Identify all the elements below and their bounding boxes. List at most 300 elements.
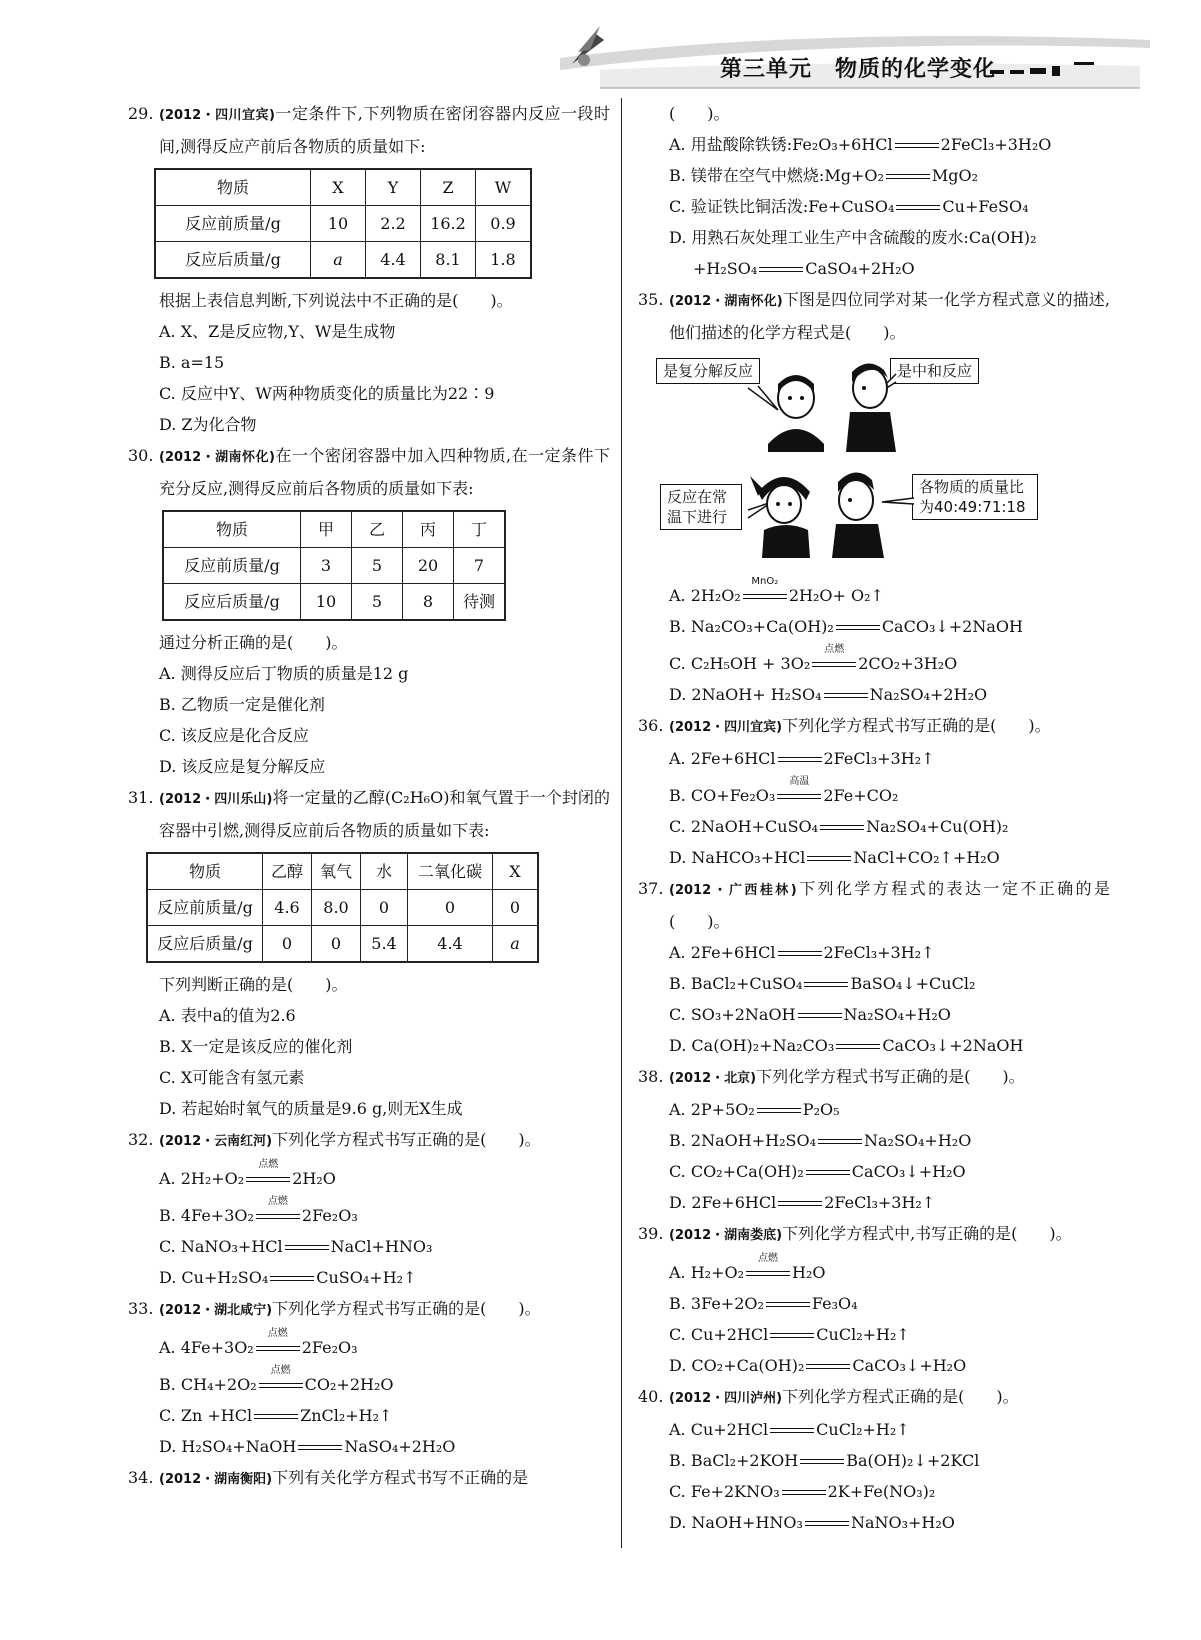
- equation-right: 2FeCl₃+3H₂O: [940, 135, 1052, 154]
- question-source: (2012・四川宜宾): [669, 720, 783, 735]
- reaction-condition: 点燃: [824, 643, 845, 655]
- speech-bubble: 是复分解反应: [656, 358, 760, 384]
- option-b: [638, 1125, 1110, 1156]
- equation-left: C. Fe+2KNO₃: [669, 1482, 780, 1501]
- question-source: (2012・北京): [669, 1071, 757, 1086]
- equation-left: D. 2Fe+6HCl: [669, 1193, 777, 1212]
- question-stem: [128, 440, 610, 504]
- option-d: [128, 1262, 610, 1293]
- question-source: (2012・湖南衡阳): [159, 1472, 273, 1487]
- equation-left: D. CO₂+Ca(OH)₂: [669, 1356, 805, 1375]
- question-stem: [638, 284, 1110, 348]
- equals-sign: [778, 1197, 822, 1211]
- equals-sign: [778, 947, 822, 961]
- equation-left: A. 2H₂+O₂: [159, 1169, 245, 1188]
- question-34-continued: [638, 98, 1110, 284]
- question-33: [128, 1293, 610, 1462]
- equation-left: C. NaNO₃+HCl: [159, 1237, 283, 1256]
- option-b: [638, 968, 1110, 999]
- table-cell: 氧气: [312, 853, 361, 890]
- option-b: B. X一定是该反应的催化剂: [159, 1037, 353, 1056]
- student-boy-icon: [846, 363, 896, 452]
- left-column: [128, 98, 610, 1495]
- equals-sign: [805, 1517, 849, 1531]
- table-cell: X: [493, 853, 539, 890]
- question-stem: [638, 873, 1110, 937]
- equation-right: CaCO₃↓+2NaOH: [881, 617, 1023, 636]
- question-answer-blank: ( )。: [669, 104, 730, 123]
- option-b: [128, 1364, 610, 1400]
- table-row: [155, 242, 531, 279]
- equation-left: B. 3Fe+2O₂: [669, 1294, 764, 1313]
- equals-sign: [824, 689, 868, 703]
- equals-sign: [818, 1135, 862, 1149]
- question-number: 40.: [638, 1387, 664, 1406]
- equation-right: NaSO₄+2H₂O: [344, 1437, 456, 1456]
- table-cell: 反应前质量/g: [147, 890, 263, 926]
- option-d: D. Z为化合物: [159, 415, 257, 434]
- table-cell: 丙: [403, 511, 454, 548]
- reaction-condition: 点燃: [758, 1252, 779, 1264]
- question-number: 38.: [638, 1067, 664, 1086]
- question-stem: [128, 1124, 610, 1157]
- option-d: [638, 842, 1110, 873]
- equation-right: CuCl₂+H₂↑: [816, 1325, 910, 1344]
- equation-right: 2Fe₂O₃: [301, 1338, 358, 1357]
- equals-sign: [836, 1040, 880, 1054]
- speech-bubble: 反应在常温下进行: [660, 484, 742, 530]
- equation-left: A. 2Fe+6HCl: [669, 943, 776, 962]
- equals-sign: [895, 139, 939, 153]
- equals-sign: [259, 1364, 303, 1393]
- equation-left: B. Na₂CO₃+Ca(OH)₂: [669, 617, 834, 636]
- question-number: 32.: [128, 1130, 154, 1149]
- table-cell: 8: [403, 584, 454, 621]
- table-row: [147, 926, 538, 963]
- option-c: C. 该反应是化合反应: [159, 726, 309, 745]
- equation-left: B. 4Fe+3O₂: [159, 1206, 254, 1225]
- table-cell: 甲: [301, 511, 352, 548]
- speech-bubble: 是中和反应: [890, 358, 979, 384]
- table-row: [163, 511, 505, 548]
- table-cell: 反应前质量/g: [163, 548, 301, 584]
- option-a: [638, 575, 1110, 611]
- reaction-condition: 点燃: [270, 1364, 291, 1376]
- equation-left: D. NaOH+HNO₃: [669, 1513, 803, 1532]
- table-cell: 2.2: [366, 206, 421, 242]
- equals-sign: [782, 1486, 826, 1500]
- question-text: 下列有关化学方程式书写不正确的是: [272, 1468, 529, 1487]
- table-cell: 反应前质量/g: [155, 206, 311, 242]
- table-cell: 5: [352, 548, 403, 584]
- equals-sign: [777, 775, 821, 804]
- equation-left: D. 2NaOH+ H₂SO₄: [669, 685, 822, 704]
- equation-right: Na₂SO₄+H₂O: [863, 1131, 972, 1150]
- table-cell: 0: [312, 926, 361, 963]
- equation-right: CaCO₃↓+H₂O: [852, 1356, 967, 1375]
- table-cell: 待测: [454, 584, 506, 621]
- option-d: D. 若起始时氧气的质量是9.6 g,则无X生成: [159, 1099, 463, 1118]
- question-number: 39.: [638, 1224, 664, 1243]
- equation-left: A. Cu+2HCl: [669, 1420, 769, 1439]
- equation-right: Cu+FeSO₄: [942, 197, 1029, 216]
- equation-left: +H₂SO₄: [693, 259, 758, 278]
- equation-left: D. H₂SO₄+NaOH: [159, 1437, 297, 1456]
- equals-sign: [896, 201, 940, 215]
- table-row: [147, 853, 538, 890]
- equation-right: 2CO₂+3H₂O: [858, 654, 958, 673]
- mass-table: [154, 168, 532, 279]
- equation-right: 2H₂O+ O₂↑: [788, 586, 884, 605]
- reaction-condition: MnO₂: [751, 575, 779, 587]
- table-cell: 5: [352, 584, 403, 621]
- table-cell: 7: [454, 548, 506, 584]
- speech-bubble: 各物质的质量比为40:49:71:18: [912, 474, 1038, 520]
- equation-left: B. 2NaOH+H₂SO₄: [669, 1131, 816, 1150]
- question-prompt: 下列判断正确的是( )。: [159, 975, 348, 994]
- reaction-condition: 点燃: [258, 1158, 279, 1170]
- question-text: 下图是四位同学对某一化学方程式意义的描述,他们描述的化学方程式是( )。: [669, 290, 1110, 342]
- question-text: 下列化学方程式中,书写正确的是( )。: [782, 1224, 1072, 1243]
- option-d: [638, 1350, 1110, 1381]
- equals-sign: [820, 821, 864, 835]
- equation-right: Ba(OH)₂↓+2KCl: [846, 1451, 980, 1470]
- reaction-condition: 点燃: [267, 1327, 288, 1339]
- header-swoosh: [0, 0, 1201, 96]
- equation-right: 2Fe₂O₃: [301, 1206, 358, 1225]
- question-prompt: 通过分析正确的是( )。: [159, 633, 348, 652]
- equals-sign: [800, 1455, 844, 1469]
- equation-right: 2FeCl₃+3H₂↑: [823, 943, 935, 962]
- equals-sign: [798, 1009, 842, 1023]
- option-a: [638, 129, 1110, 160]
- question-number: 30.: [128, 446, 154, 465]
- equation-right: NaNO₃+H₂O: [850, 1513, 955, 1532]
- table-cell: 4.4: [366, 242, 421, 279]
- equation-right: CuCl₂+H₂↑: [816, 1420, 910, 1439]
- equals-sign: [770, 1424, 814, 1438]
- table-cell: 4.6: [263, 890, 312, 926]
- table-cell: Z: [421, 169, 476, 206]
- equation-right: H₂O: [792, 1263, 826, 1282]
- table-cell: 8.1: [421, 242, 476, 279]
- equation-left: D. Cu+H₂SO₄: [159, 1268, 269, 1287]
- table-cell: 反应后质量/g: [147, 926, 263, 963]
- question-stem: [638, 710, 1110, 743]
- table-row: [163, 584, 505, 621]
- equals-sign: [256, 1327, 300, 1356]
- question-text: 在一个密闭容器中加入四种物质,在一定条件下充分反应,测得反应前后各物质的质量如下表:: [159, 446, 610, 498]
- equation-left: C. Zn +HCl: [159, 1406, 253, 1425]
- student-boy-icon: [832, 472, 884, 558]
- equals-sign: [759, 263, 803, 277]
- equation-right: 2K+Fe(NO₃)₂: [827, 1482, 936, 1501]
- student-boy-icon: [768, 375, 824, 452]
- option-c: [638, 1319, 1110, 1350]
- question-text: 下列化学方程式的表达一定不正确的是( )。: [669, 879, 1110, 931]
- table-cell: X: [311, 169, 366, 206]
- question-source: (2012・四川乐山): [159, 792, 273, 807]
- question-source: (2012・云南红河): [159, 1134, 273, 1149]
- question-stem: [638, 1381, 1110, 1414]
- option-d: D. 该反应是复分解反应: [159, 757, 326, 776]
- table-cell: 0.9: [476, 206, 532, 242]
- mass-table: [146, 852, 539, 963]
- option-c: [638, 191, 1110, 222]
- question-38: [638, 1061, 1110, 1218]
- table-cell: W: [476, 169, 532, 206]
- option-b: [128, 1195, 610, 1231]
- question-stem: [638, 1061, 1110, 1094]
- mass-table: [162, 510, 506, 621]
- table-cell: 乙: [352, 511, 403, 548]
- option-b: B. a=15: [159, 353, 225, 372]
- equation-right: CaCO₃↓+H₂O: [851, 1162, 966, 1181]
- question-number: 35.: [638, 290, 664, 309]
- student-girl-icon: [750, 476, 810, 558]
- equation-left: D. NaHCO₃+HCl: [669, 848, 806, 867]
- question-text: 下列化学方程式书写正确的是( )。: [272, 1130, 541, 1149]
- equals-sign: [806, 1360, 850, 1374]
- question-number: 31.: [128, 788, 154, 807]
- table-cell: 8.0: [312, 890, 361, 926]
- equals-sign: [804, 978, 848, 992]
- question-37: [638, 873, 1110, 1061]
- equals-sign: [770, 1329, 814, 1343]
- equation-left: B. 镁带在空气中燃烧:Mg+O₂: [669, 166, 884, 185]
- option-b: [638, 160, 1110, 191]
- question-source: (2012・广西桂林): [669, 883, 797, 898]
- question-number: 37.: [638, 879, 664, 898]
- equation-left: B. CH₄+2O₂: [159, 1375, 257, 1394]
- table-row: [147, 890, 538, 926]
- question-32: [128, 1124, 610, 1293]
- option-d: [638, 1187, 1110, 1218]
- table-cell: a: [311, 242, 366, 279]
- equals-sign: [806, 1166, 850, 1180]
- table-cell: 0: [493, 890, 539, 926]
- equals-sign: [254, 1410, 298, 1424]
- equation-left: B. BaCl₂+CuSO₄: [669, 974, 803, 993]
- option-d-continued: [638, 253, 1110, 284]
- equation-left: A. 用盐酸除铁锈:Fe₂O₃+6HCl: [669, 135, 893, 154]
- question-number: 29.: [128, 104, 154, 123]
- equation-left: D. Ca(OH)₂+Na₂CO₃: [669, 1036, 835, 1055]
- option-c: C. X可能含有氢元素: [159, 1068, 305, 1087]
- equation-left: A. 2P+5O₂: [669, 1100, 755, 1119]
- equals-sign: [746, 1252, 790, 1281]
- question-35: [638, 284, 1110, 710]
- table-cell: a: [493, 926, 539, 963]
- table-cell: 丁: [454, 511, 506, 548]
- table-row: [155, 169, 531, 206]
- question-text: 下列化学方程式书写正确的是( )。: [272, 1299, 541, 1318]
- equation-right: 2Fe+CO₂: [823, 786, 899, 805]
- option-a: A. 测得反应后丁物质的质量是12 g: [159, 664, 409, 683]
- equals-sign: [886, 170, 930, 184]
- question-stem: [638, 1218, 1110, 1251]
- equation-right: P₂O₅: [802, 1100, 840, 1119]
- equals-sign: [743, 575, 787, 604]
- equation-right: 2FeCl₃+3H₂↑: [823, 749, 935, 768]
- equation-left: A. 2Fe+6HCl: [669, 749, 776, 768]
- table-cell: 0: [408, 890, 493, 926]
- students-drawing: [638, 352, 1110, 574]
- question-source: (2012・湖北咸宁): [159, 1303, 273, 1318]
- question-source: (2012・四川宜宾): [159, 108, 275, 123]
- question-39: [638, 1218, 1110, 1381]
- question-stem: [128, 1293, 610, 1326]
- question-36: [638, 710, 1110, 873]
- equation-right: NaCl+CO₂↑+H₂O: [853, 848, 1000, 867]
- option-d: [128, 1431, 610, 1462]
- equation-right: ZnCl₂+H₂↑: [300, 1406, 393, 1425]
- equation-left: C. 2NaOH+CuSO₄: [669, 817, 819, 836]
- equation-right: NaCl+HNO₃: [330, 1237, 433, 1256]
- right-column: [638, 98, 1110, 1538]
- equation-left: C. C₂H₅OH + 3O₂: [669, 654, 811, 673]
- option-a: [128, 1158, 610, 1194]
- question-30: [128, 440, 610, 782]
- question-40: [638, 1381, 1110, 1538]
- equation-right: CaSO₄+2H₂O: [805, 259, 915, 278]
- option-a: [638, 1252, 1110, 1288]
- equals-sign: [778, 753, 822, 767]
- students-illustration: [638, 352, 1110, 574]
- equation-right: 2FeCl₃+3H₂↑: [824, 1193, 936, 1212]
- question-text: 下列化学方程式书写正确的是( )。: [756, 1067, 1025, 1086]
- question-source: (2012・湖南娄底): [669, 1228, 783, 1243]
- option-a: [638, 1414, 1110, 1445]
- question-stem: [128, 782, 610, 846]
- question-text: 下列化学方程式正确的是( )。: [782, 1387, 1019, 1406]
- table-row: [155, 206, 531, 242]
- question-text: 下列化学方程式书写正确的是( )。: [782, 716, 1051, 735]
- question-source: (2012・湖南怀化): [159, 450, 275, 465]
- equation-right: CO₂+2H₂O: [304, 1375, 394, 1394]
- page-header: [0, 0, 1201, 96]
- equation-left: C. Cu+2HCl: [669, 1325, 769, 1344]
- equation-left: A. 4Fe+3O₂: [159, 1338, 254, 1357]
- table-cell: 20: [403, 548, 454, 584]
- equals-sign: [836, 621, 880, 635]
- table-row: [163, 548, 505, 584]
- equals-sign: [807, 852, 851, 866]
- table-cell: 0: [361, 890, 408, 926]
- question-prompt: 根据上表信息判断,下列说法中不正确的是( )。: [159, 291, 513, 310]
- table-cell: 物质: [155, 169, 311, 206]
- page-title: 第三单元 物质的化学变化: [720, 57, 997, 82]
- question-number: 36.: [638, 716, 664, 735]
- equation-left: C. SO₃+2NaOH: [669, 1005, 796, 1024]
- equation-right: MgO₂: [931, 166, 979, 185]
- question-text: 将一定量的乙醇(C₂H₆O)和氧气置于一个封闭的容器中引燃,测得反应前后各物质的质量如下表:: [159, 788, 610, 840]
- option-c: [638, 999, 1110, 1030]
- option-d: [638, 1507, 1110, 1538]
- equation-right: CaCO₃↓+2NaOH: [882, 1036, 1024, 1055]
- equation-left: B. CO+Fe₂O₃: [669, 786, 776, 805]
- equation-right: CuSO₄+H₂↑: [316, 1268, 417, 1287]
- option-c: [638, 1156, 1110, 1187]
- option-b: [638, 611, 1110, 642]
- option-b: B. 乙物质一定是催化剂: [159, 695, 325, 714]
- equals-sign: [246, 1158, 290, 1187]
- option-c: [128, 1400, 610, 1431]
- option-b: [638, 1288, 1110, 1319]
- option-a: A. 表中a的值为2.6: [159, 1006, 296, 1025]
- option-c: C. 反应中Y、W两种物质变化的质量比为22∶9: [159, 384, 495, 403]
- option-c: [128, 1231, 610, 1262]
- question-source: (2012・湖南怀化): [669, 294, 783, 309]
- equation-left: C. 验证铁比铜活泼:Fe+CuSO₄: [669, 197, 895, 216]
- equation-left: A. 2H₂O₂: [669, 586, 741, 605]
- table-cell: Y: [366, 169, 421, 206]
- equals-sign: [812, 643, 856, 672]
- question-34: [128, 1462, 610, 1495]
- equation-left: B. BaCl₂+2KOH: [669, 1451, 799, 1470]
- option-c: [638, 1476, 1110, 1507]
- option-a: [128, 1327, 610, 1363]
- equals-sign: [256, 1195, 300, 1224]
- equation-right: Na₂SO₄+2H₂O: [869, 685, 988, 704]
- question-number: 34.: [128, 1468, 154, 1487]
- option-b: [638, 775, 1110, 811]
- equals-sign: [757, 1104, 801, 1118]
- question-29: [128, 98, 610, 440]
- equation-right: BaSO₄↓+CuCl₂: [850, 974, 976, 993]
- question-31: [128, 782, 610, 1124]
- column-divider: [621, 98, 622, 1548]
- table-cell: 16.2: [421, 206, 476, 242]
- option-c: [638, 811, 1110, 842]
- equation-left: A. H₂+O₂: [669, 1263, 745, 1282]
- equals-sign: [766, 1298, 810, 1312]
- option-c: [638, 643, 1110, 679]
- question-number: 33.: [128, 1299, 154, 1318]
- equation-right: Fe₃O₄: [811, 1294, 858, 1313]
- table-cell: 水: [361, 853, 408, 890]
- question-stem: [128, 98, 610, 162]
- table-cell: 4.4: [408, 926, 493, 963]
- table-cell: 3: [301, 548, 352, 584]
- question-text: 一定条件下,下列物质在密闭容器内反应一段时间,测得反应产前后各物质的质量如下:: [159, 104, 610, 156]
- table-cell: 0: [263, 926, 312, 963]
- reaction-condition: 点燃: [267, 1195, 288, 1207]
- question-stem: [128, 1462, 610, 1495]
- equals-sign: [285, 1241, 329, 1255]
- equals-sign: [270, 1272, 314, 1286]
- option-d: D. 用熟石灰处理工业生产中含硫酸的废水:Ca(OH)₂: [669, 228, 1037, 247]
- reaction-condition: 高温: [789, 775, 810, 787]
- table-cell: 反应后质量/g: [155, 242, 311, 279]
- option-b: [638, 1445, 1110, 1476]
- equation-right: Na₂SO₄+Cu(OH)₂: [866, 817, 1009, 836]
- table-cell: 二氧化碳: [408, 853, 493, 890]
- option-d: [638, 679, 1110, 710]
- table-cell: 10: [311, 206, 366, 242]
- table-cell: 反应后质量/g: [163, 584, 301, 621]
- equals-sign: [298, 1441, 342, 1455]
- option-a: [638, 937, 1110, 968]
- table-cell: 乙醇: [263, 853, 312, 890]
- option-a: [638, 1094, 1110, 1125]
- option-d: [638, 1030, 1110, 1061]
- question-source: (2012・四川泸州): [669, 1391, 783, 1406]
- table-cell: 10: [301, 584, 352, 621]
- table-cell: 1.8: [476, 242, 532, 279]
- equation-right: 2H₂O: [292, 1169, 336, 1188]
- table-cell: 5.4: [361, 926, 408, 963]
